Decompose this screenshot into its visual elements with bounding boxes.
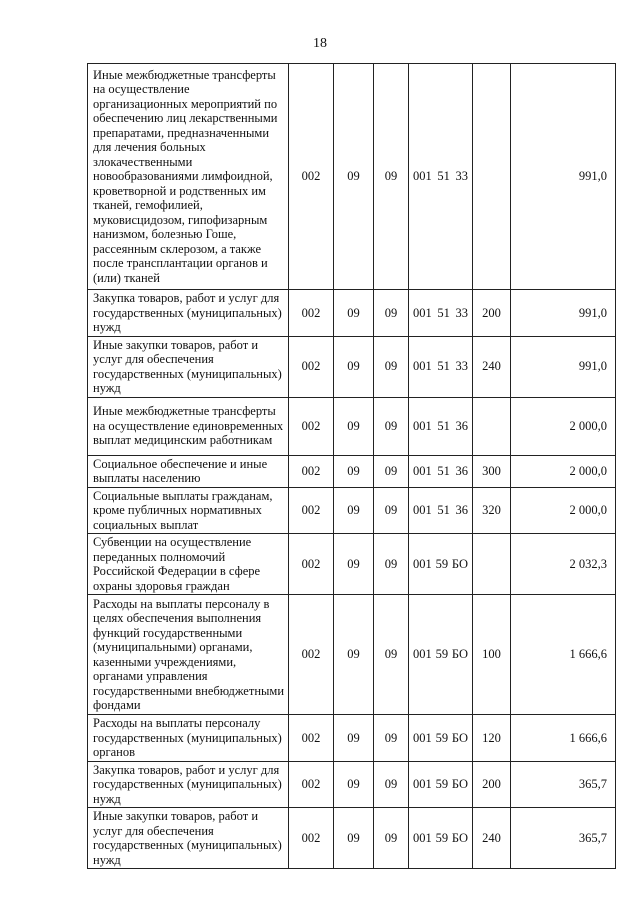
table-row	[88, 808, 616, 869]
subsection-code: 09	[374, 397, 409, 455]
section-code: 09	[334, 808, 374, 869]
amount: 365,7	[511, 761, 616, 808]
target-article-code	[409, 761, 473, 808]
target-article-part: БО	[451, 777, 468, 791]
target-article-part: 001	[413, 305, 432, 320]
page-number: 18	[313, 36, 327, 51]
target-article-part: 36	[455, 503, 468, 517]
target-article-code	[409, 290, 473, 337]
admin-code: 002	[289, 808, 334, 869]
section-code: 09	[334, 290, 374, 337]
table-row	[88, 455, 616, 487]
target-article-part: 001	[413, 830, 432, 845]
amount: 365,7	[511, 808, 616, 869]
subsection-code: 09	[374, 336, 409, 397]
section-code: 09	[334, 64, 374, 290]
admin-code: 002	[289, 64, 334, 290]
admin-code: 002	[289, 715, 334, 762]
admin-code: 002	[289, 534, 334, 595]
amount: 2 000,0	[511, 487, 616, 534]
section-code: 09	[334, 455, 374, 487]
section-code: 09	[334, 487, 374, 534]
row-name: Иные закупки товаров, работ и услуг для обеспечения государственных (муниципальных) нужд	[88, 336, 289, 397]
row-name: Иные межбюджетные трансферты на осуществление единовременных выплат медицинским работникам	[88, 397, 289, 455]
table-row	[88, 290, 616, 337]
target-article-part: 51	[437, 503, 450, 517]
section-code: 09	[334, 761, 374, 808]
row-name: Закупка товаров, работ и услуг для государственных (муниципальных) нужд	[88, 761, 289, 808]
target-article-code	[409, 336, 473, 397]
expense-type-code: 200	[473, 290, 511, 337]
expense-type-code: 320	[473, 487, 511, 534]
section-code: 09	[334, 534, 374, 595]
target-article-part: БО	[451, 830, 468, 845]
expense-type-code	[473, 397, 511, 455]
target-article-part: 59	[435, 647, 449, 662]
target-article-part: 51	[437, 169, 450, 184]
row-name: Социальные выплаты гражданам, кроме публичных нормативных социальных выплат	[88, 487, 289, 534]
target-article-part: 001	[413, 777, 432, 791]
target-article-code	[409, 808, 473, 869]
expense-type-code: 200	[473, 761, 511, 808]
expense-type-code: 120	[473, 715, 511, 762]
target-article-part: 59	[435, 556, 449, 571]
target-article-part: 51	[437, 305, 450, 320]
admin-code: 002	[289, 487, 334, 534]
amount: 1 666,6	[511, 595, 616, 715]
admin-code: 002	[289, 290, 334, 337]
amount: 991,0	[511, 290, 616, 337]
target-article-part: 59	[435, 777, 449, 791]
expense-type-code	[473, 64, 511, 290]
subsection-code: 09	[374, 534, 409, 595]
section-code: 09	[334, 397, 374, 455]
admin-code: 002	[289, 455, 334, 487]
target-article-part: 59	[435, 830, 449, 845]
target-article-part: 001	[413, 169, 432, 184]
table-row	[88, 595, 616, 715]
target-article-code	[409, 487, 473, 534]
table-row	[88, 64, 616, 290]
row-name: Иные межбюджетные трансферты на осуществление организационных мероприятий по обеспечению лиц лекарственными препаратами, предназначенными для лечения больных злокачественными новообразованиями лимфоидной, кроветворной и родственных им тканей, гемофилией, муковисцидозом, гипофизарным нанизмом, болезнью Гоше, рассеянным склерозом, а также после трансплантации органов и (или) тканей	[88, 64, 289, 290]
row-name: Иные закупки товаров, работ и услуг для обеспечения государственных (муниципальных) нужд	[88, 808, 289, 869]
subsection-code: 09	[374, 761, 409, 808]
table-row	[88, 397, 616, 455]
amount: 991,0	[511, 336, 616, 397]
amount: 991,0	[511, 64, 616, 290]
target-article-part: БО	[451, 730, 468, 745]
section-code: 09	[334, 715, 374, 762]
admin-code: 002	[289, 397, 334, 455]
target-article-part: 33	[455, 169, 468, 184]
row-name: Расходы на выплаты персоналу государственных (муниципальных) органов	[88, 715, 289, 762]
subsection-code: 09	[374, 455, 409, 487]
table-row	[88, 715, 616, 762]
row-name: Субвенции на осуществление переданных полномочий Российской Федерации в сфере охраны здоровья граждан	[88, 534, 289, 595]
target-article-code	[409, 715, 473, 762]
expense-type-code: 240	[473, 336, 511, 397]
amount: 2 000,0	[511, 455, 616, 487]
expense-type-code: 240	[473, 808, 511, 869]
target-article-part: 33	[455, 359, 468, 374]
expense-type-code	[473, 534, 511, 595]
target-article-code	[409, 397, 473, 455]
subsection-code: 09	[374, 595, 409, 715]
target-article-part: 36	[455, 418, 468, 433]
amount: 2 032,3	[511, 534, 616, 595]
table-row	[88, 487, 616, 534]
target-article-part: 001	[413, 503, 432, 517]
target-article-part: БО	[451, 647, 468, 662]
admin-code: 002	[289, 336, 334, 397]
target-article-part: 36	[455, 463, 468, 478]
target-article-part: 33	[455, 305, 468, 320]
target-article-code	[409, 64, 473, 290]
target-article-part: 001	[413, 730, 432, 745]
target-article-code	[409, 534, 473, 595]
target-article-part: 001	[413, 359, 432, 374]
target-article-part: 51	[437, 463, 450, 478]
expense-type-code: 300	[473, 455, 511, 487]
target-article-part: БО	[451, 556, 468, 571]
amount: 1 666,6	[511, 715, 616, 762]
table-row	[88, 761, 616, 808]
subsection-code: 09	[374, 715, 409, 762]
row-name: Закупка товаров, работ и услуг для государственных (муниципальных) нужд	[88, 290, 289, 337]
target-article-part: 001	[413, 647, 432, 662]
section-code: 09	[334, 336, 374, 397]
table-body	[88, 64, 616, 869]
expense-type-code: 100	[473, 595, 511, 715]
subsection-code: 09	[374, 290, 409, 337]
target-article-code	[409, 455, 473, 487]
admin-code: 002	[289, 761, 334, 808]
target-article-part: 001	[413, 463, 432, 478]
row-name: Социальное обеспечение и иные выплаты населению	[88, 455, 289, 487]
budget-table	[87, 63, 616, 869]
target-article-part: 51	[437, 359, 450, 374]
target-article-part: 001	[413, 418, 432, 433]
table-row	[88, 336, 616, 397]
section-code: 09	[334, 595, 374, 715]
subsection-code: 09	[374, 487, 409, 534]
admin-code: 002	[289, 595, 334, 715]
row-name: Расходы на выплаты персоналу в целях обеспечения выполнения функций государственными (муниципальными) органами, казенными учреждениями, органами управления государственными внебюджетными фондами	[88, 595, 289, 715]
target-article-code	[409, 595, 473, 715]
table-row	[88, 534, 616, 595]
subsection-code: 09	[374, 808, 409, 869]
subsection-code: 09	[374, 64, 409, 290]
target-article-part: 59	[435, 730, 449, 745]
target-article-part: 001	[413, 556, 432, 571]
amount: 2 000,0	[511, 397, 616, 455]
target-article-part: 51	[437, 418, 450, 433]
